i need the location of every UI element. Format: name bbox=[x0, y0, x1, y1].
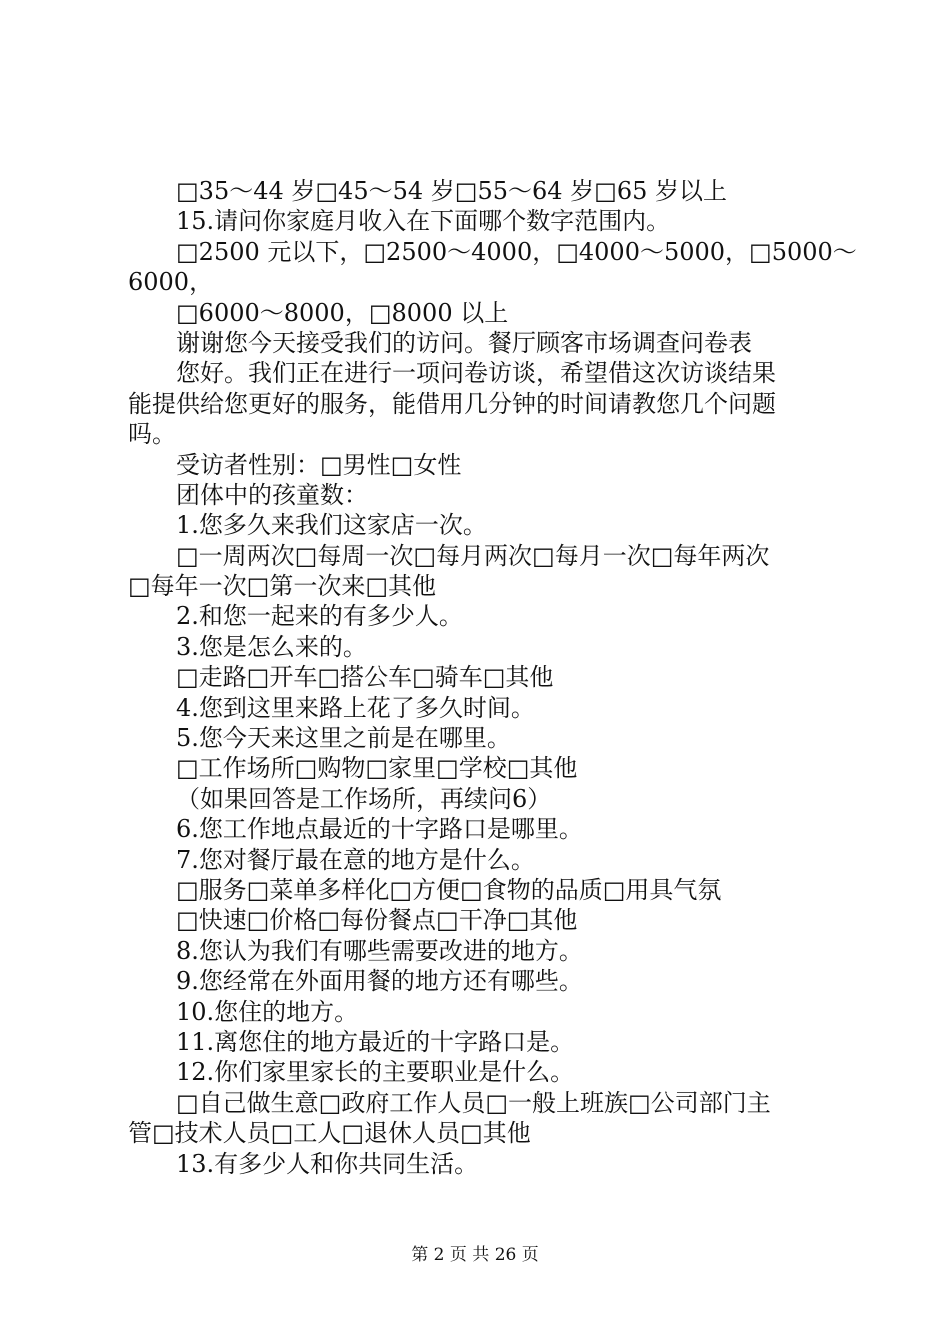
text-line: 9.您经常在外面用餐的地方还有哪些。 bbox=[176, 967, 583, 996]
text-line: 7.您对餐厅最在意的地方是什么。 bbox=[176, 845, 535, 874]
text-line: 1.您多久来我们这家店一次。 bbox=[176, 511, 487, 540]
text-line: □35～44 岁□45～54 岁□55～64 岁□65 岁以上 bbox=[176, 177, 727, 205]
text-line: 团体中的孩童数： bbox=[176, 480, 368, 509]
text-line: （如果回答是工作场所，再续问6） bbox=[176, 784, 552, 813]
text-line: 11.离您住的地方最近的十字路口是。 bbox=[176, 1027, 575, 1056]
text-line: 6.您工作地点最近的十字路口是哪里。 bbox=[176, 815, 583, 844]
text-line: □2500 元以下，□2500～4000，□4000～5000，□5000～ bbox=[176, 237, 857, 266]
text-line: 15.请问你家庭月收入在下面哪个数字范围内。 bbox=[176, 207, 671, 236]
text-line: 2.和您一起来的有多少人。 bbox=[176, 602, 463, 631]
text-line: □走路□开车□搭公车□骑车□其他 bbox=[176, 663, 554, 692]
text-line: 4.您到这里来路上花了多久时间。 bbox=[176, 693, 535, 722]
text-line: □自己做生意□政府工作人员□一般上班族□公司部门主 bbox=[176, 1088, 771, 1117]
text-line: 5.您今天来这里之前是在哪里。 bbox=[176, 724, 511, 753]
text-line: □快速□价格□每份餐点□干净□其他 bbox=[176, 906, 578, 935]
text-line: 谢谢您今天接受我们的访问。餐厅顾客市场调查问卷表 bbox=[176, 328, 752, 357]
text-line: 10.您住的地方。 bbox=[176, 997, 359, 1026]
text-line: 管□技术人员□工人□退休人员□其他 bbox=[128, 1119, 531, 1148]
text-line: 12.你们家里家长的主要职业是什么。 bbox=[176, 1058, 575, 1087]
text-line: 吗。 bbox=[128, 420, 176, 449]
text-line: □工作场所□购物□家里□学校□其他 bbox=[176, 754, 578, 783]
text-line: 8.您认为我们有哪些需要改进的地方。 bbox=[176, 936, 583, 965]
text-line: 受访者性别：□男性□女性 bbox=[176, 450, 462, 479]
text-line: □每年一次□第一次来□其他 bbox=[128, 572, 437, 601]
text-line: □6000～8000，□8000 以上 bbox=[176, 298, 509, 327]
text-line: 您好。我们正在进行一项问卷访谈，希望借这次访谈结果 bbox=[176, 359, 776, 388]
document-body bbox=[128, 176, 857, 1179]
text-line: 能提供给您更好的服务，能借用几分钟的时间请教您几个问题 bbox=[128, 389, 776, 418]
text-line: □服务□菜单多样化□方便□食物的品质□用具气氛 bbox=[176, 875, 722, 904]
text-line: □一周两次□每周一次□每月两次□每月一次□每年两次 bbox=[176, 541, 770, 570]
text-line: 13.有多少人和你共同生活。 bbox=[176, 1149, 479, 1178]
page-footer: 第 2 页 共 26 页 bbox=[411, 1245, 539, 1265]
text-line: 6000， bbox=[128, 268, 214, 297]
text-line: 3.您是怎么来的。 bbox=[176, 632, 367, 661]
